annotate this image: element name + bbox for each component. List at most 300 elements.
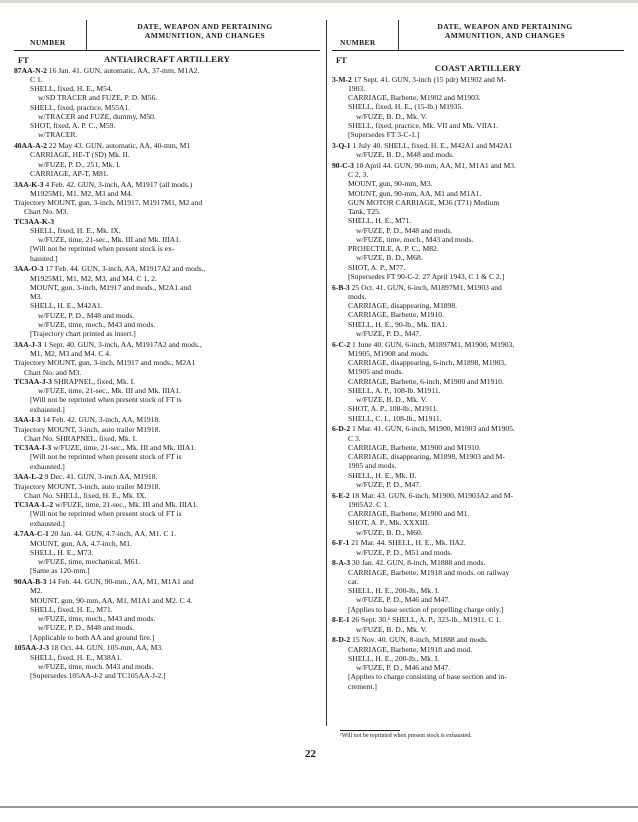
ft-entry (332, 615, 624, 634)
ft-number: 40AA-A-2 (14, 141, 47, 150)
entry-line (332, 141, 624, 150)
entry-line (332, 301, 624, 310)
entry-text: w/FUZE, B. D., M68. (356, 253, 423, 263)
ft-entry (14, 472, 320, 528)
ft-entry (332, 635, 624, 691)
entry-text: M1925M1, M1, M2, M3, and M4. C 1, 2. (30, 273, 157, 283)
entry-line (14, 226, 320, 235)
entry-line (332, 548, 624, 557)
entry-text: w/FUZE, time, mech., M43 and mods. (38, 319, 156, 329)
entry-line (14, 377, 320, 386)
entry-line (14, 169, 320, 178)
entry-text: [Will not be reprinted when present stock of FT is (30, 395, 182, 405)
entry-line (332, 386, 624, 395)
ft-number: 3-Q-1 (332, 140, 351, 150)
entry-line (332, 216, 624, 225)
entry-text: SHELL, fixed, H. E., Mk. IX. (30, 225, 121, 235)
entry-line (14, 614, 320, 623)
entry-text: SHELL, fixed, H. E., M71. (30, 604, 113, 614)
entry-text: w/FUZE, P. D., M47. (356, 328, 421, 338)
ft-label-left: FT (18, 56, 29, 65)
entry-line (14, 244, 320, 253)
ft-number: 6-C-2 (332, 339, 351, 349)
entry-line (332, 615, 624, 624)
entry-line (14, 491, 320, 500)
ft-number: 87AA-N-2 (14, 65, 47, 75)
entry-line (14, 557, 320, 566)
entry-line (14, 395, 320, 404)
header-rule-left (14, 50, 320, 51)
ft-entry (332, 141, 624, 160)
entry-line (14, 311, 320, 320)
entry-line (14, 141, 320, 150)
entry-line (14, 434, 320, 443)
entry-line (332, 198, 624, 207)
scan-edge-top (0, 0, 638, 3)
ft-entry (332, 340, 624, 423)
entry-line (14, 623, 320, 632)
ft-number: 90-C-3 (332, 160, 354, 170)
entry-text: SHELL, fixed, practice, Mk. VII and Mk. VIIA1. (348, 120, 499, 130)
entry-text: SHELL, fixed, H. E., M38A1. (30, 652, 122, 662)
entry-text: SHOT, fixed, A. P. C., M59. (30, 121, 116, 130)
ft-entry (14, 340, 320, 414)
ft-entry (14, 264, 320, 338)
entry-text: Chart No. SHELL, fixed, H. E., Mk. IX. (24, 490, 147, 500)
entry-text: 18 Oct. 44. GUN, 105-mm, AA, M3. (49, 643, 164, 653)
entry-text: SHELL, H. E., 90-lb., Mk. IIA1. (348, 319, 448, 329)
entry-line (14, 75, 320, 84)
entry-line (332, 586, 624, 595)
entry-text: SHOT, A. P., M77. (348, 262, 406, 272)
entry-line (332, 310, 624, 319)
entry-text: SHOT, A. P., 108-lb., M1911. (348, 404, 439, 414)
entry-text: [Supersedes 105AA-J-2 and TC105AA-J-2.] (30, 671, 166, 680)
ft-number: 105AA-J-3 (14, 643, 50, 653)
entry-line (14, 500, 320, 509)
entry-text: w/FUZE, time, mechanical, M61. (38, 557, 141, 566)
entry-text: 1903. (348, 83, 366, 93)
ft-entry (14, 529, 320, 575)
entry-line (14, 443, 320, 452)
entry-line (332, 189, 624, 198)
section-title-antiaircraft: ANTIAIRCRAFT ARTILLERY (103, 54, 231, 65)
entry-line (332, 568, 624, 577)
header-number-right: NUMBER (340, 38, 376, 47)
scan-edge-bottom (0, 806, 638, 808)
column-divider (326, 20, 327, 726)
entry-line (14, 66, 320, 75)
entry-text: MOUNT, gun, 90-mm, M3. (348, 179, 433, 189)
entry-line (14, 358, 320, 367)
entry-text: 25 Oct. 41. GUN, 6-inch, M1897M1, M1903 and (349, 282, 502, 292)
ft-entry (332, 424, 624, 489)
entry-text: exhausted.] (30, 461, 65, 471)
header-number-left: NUMBER (30, 38, 66, 47)
entry-text: 1 July 40. SHELL, fixed, H. E., M42A1 and M42A1 (350, 140, 513, 150)
entry-text: C 3. (348, 433, 361, 443)
entry-text: CARRIAGE, Barbette, M1910. (348, 310, 444, 320)
entry-line (332, 509, 624, 518)
entry-text: M1905, M1908 and mods. (348, 348, 429, 358)
entry-line (332, 434, 624, 443)
entry-line (14, 283, 320, 292)
entry-line (332, 349, 624, 358)
entry-text: CARRIAGE, Barbette, M1918 and mod. (348, 644, 473, 654)
entry-text: SHELL, fixed, H. E., M54. (30, 84, 113, 93)
entry-text: M1, M2, M3 and M4. C 4. (30, 349, 112, 358)
entry-line (14, 130, 320, 139)
entry-line (332, 471, 624, 480)
entry-line (332, 235, 624, 244)
entry-text: w/FUZE, P. D., 251, Mk. I. (38, 159, 121, 169)
ft-number: 6-B-3 (332, 282, 350, 292)
entry-line (332, 292, 624, 301)
entry-text: 14 Feb. 42. GUN, 3-inch, AA, M1918. (40, 415, 161, 425)
entry-line (332, 161, 624, 170)
entry-text: MOUNT, gun, 90-mm, AA, M1 and M1A1. (348, 188, 482, 198)
entry-line (332, 480, 624, 489)
entry-line (332, 625, 624, 634)
entry-line (14, 415, 320, 424)
entry-text: CARRIAGE, AP-T, M81. (30, 168, 109, 178)
ft-number: TC3AA-L-2 (14, 500, 54, 509)
entry-text: CARRIAGE, Barbette, M1900 and M1. (348, 509, 470, 518)
ft-number: TC3AA-J-3 (14, 376, 52, 386)
entry-text: w/FUZE, time, mech. M43 and mods. (38, 661, 154, 671)
header-date-left-line2: AMMUNITION, AND CHANGES (144, 31, 266, 40)
entry-text: C 1. (30, 74, 43, 84)
entry-line (332, 93, 624, 102)
entry-line (332, 263, 624, 272)
ft-label-right: FT (336, 56, 347, 65)
entry-line (14, 329, 320, 338)
entry-line (332, 102, 624, 111)
entry-text: CARRIAGE, Barbette, 6-inch, M1900 and M1910. (348, 376, 504, 386)
entry-text: w/FUZE, time, 21-sec., Mk. III and Mk. IIIA1. (51, 443, 197, 452)
entry-line (332, 226, 624, 235)
entry-line (332, 595, 624, 604)
entry-text: 30 Jan. 42. GUN, 8-inch, M1888 and mods. (350, 558, 486, 568)
entry-line (14, 292, 320, 301)
entry-text: w/FUZE, P. D., M46 and M47. (356, 595, 451, 605)
entry-line (14, 301, 320, 310)
entry-line (14, 254, 320, 263)
entry-text: Trajectory MOUNT, gun, 3-inch, M1917 and mods., M2A1 (14, 358, 196, 368)
entry-line (332, 272, 624, 281)
entry-line (332, 84, 624, 93)
entry-text: 16 Jan. 41. GUN, automatic, AA, 37-mm, M1A2. (46, 65, 200, 75)
ft-entry (332, 491, 624, 537)
ft-entry (332, 283, 624, 339)
entry-text: crement.] (348, 681, 377, 691)
entry-text: w/FUZE, time, 21-sec., Mk. III and Mk. IIIA1. (38, 235, 181, 244)
header-date-right-line1: DATE, WEAPON AND PERTAINING (437, 22, 573, 31)
header-date-left-line1: DATE, WEAPON AND PERTAINING (137, 22, 273, 31)
entry-line (14, 596, 320, 605)
entry-text: M3. (30, 292, 43, 301)
ft-entry (14, 141, 320, 178)
entry-text: [Will not be reprinted when present stock is ex- (30, 244, 175, 254)
entry-line (14, 320, 320, 329)
entry-text: [Supersedes FT 90-C-2. 27 April 1943, C 1 & C 2.] (348, 271, 505, 281)
entry-line (14, 452, 320, 461)
entry-text: SHELL, H. E., 200-lb., Mk. I. (348, 586, 440, 595)
entry-text: GUN MOTOR CARRIAGE, M36 (T71) Medium (348, 197, 500, 207)
entry-line (332, 112, 624, 121)
entry-text: SHELL, A. P., 108-lb. M1911. (348, 385, 441, 395)
entry-line (332, 244, 624, 253)
entry-text: w/FUZE, B. D., Mk. V. (356, 111, 428, 121)
entry-text: 9 Dec. 41. GUN, 3-inch AA, M1918. (42, 472, 158, 482)
entry-text: w/FUZE, P. D., M46 and M47. (356, 663, 451, 672)
entry-text: CARRIAGE, Barbette, M1918 and mods. on railway (348, 567, 510, 577)
entry-text: MOUNT, gun, AA, 4.7-inch, M1. (30, 538, 132, 548)
entry-text: CARRIAGE, Barbette, M1902 and M1903. (348, 93, 481, 102)
entry-line (332, 377, 624, 386)
entry-text: SHRAPNEL, fixed, Mk. I. (51, 376, 136, 386)
entry-text: SHELL, H. E., M71. (348, 216, 412, 226)
ft-number: 3-M-2 (332, 74, 352, 84)
ft-entry (14, 180, 320, 263)
ft-entry (332, 161, 624, 281)
entry-line (14, 405, 320, 414)
entry-text: CARRIAGE, HE-T (SD) Mk. II. (30, 150, 130, 160)
entry-text: CARRIAGE, Barbette, M1900 and M1910. (348, 442, 481, 452)
entry-text: w/SD TRACER and FUZE, P. D. M56. (38, 93, 158, 103)
header-date-left (100, 22, 310, 40)
entry-text: C 2, 3. (348, 170, 369, 179)
entry-line (14, 180, 320, 189)
entry-text: [Will not be reprinted when present stock of FT is (30, 509, 182, 519)
page-number: 22 (305, 748, 316, 760)
entry-text: Tank, T25. (348, 207, 381, 216)
entry-line (14, 472, 320, 481)
entry-text: w/FUZE, B. D., Mk. V. (356, 395, 428, 404)
entry-text: exhausted.] (30, 404, 65, 414)
entry-line (14, 605, 320, 614)
entry-text: w/FUZE, time, 21-sec., Mk. III and Mk. IIIA1. (38, 386, 181, 395)
entry-list-left (14, 66, 320, 681)
entry-line (332, 121, 624, 130)
entry-text: 22 May 43. GUN, automatic, AA, 40-mm, M1 (46, 141, 191, 150)
entry-text: Chart No. and M3. (24, 367, 82, 377)
entry-text: CARRIAGE, disappearing, 6-inch, M1898, M1903, (348, 358, 506, 367)
entry-line (332, 491, 624, 500)
entry-line (332, 538, 624, 547)
ft-number: 90AA-B-3 (14, 577, 47, 586)
entry-line (332, 518, 624, 527)
entry-line (332, 663, 624, 672)
entry-line (14, 519, 320, 528)
entry-line (14, 633, 320, 642)
ft-number: 8-E-1 (332, 615, 350, 625)
entry-line (332, 424, 624, 433)
entry-text: w/FUZE, B. D., M60. (356, 527, 423, 537)
entry-line (14, 160, 320, 169)
entry-line (14, 274, 320, 283)
entry-text: Chart No. M3. (24, 207, 69, 217)
entry-list-right (332, 75, 624, 691)
entry-line (14, 462, 320, 471)
entry-line (14, 349, 320, 358)
ft-number: 6-E-2 (332, 490, 350, 500)
entry-text: w/FUZE, B. D., M48 and mods. (356, 150, 454, 159)
ft-number: TC3AA-I-3 (14, 443, 52, 452)
entry-line (332, 207, 624, 216)
entry-text: exhausted.] (30, 518, 65, 528)
entry-text: M1925M1, M1, M2, M3 and M4. (30, 188, 133, 198)
entry-text: [Same as 120-mm.] (30, 566, 90, 576)
entry-line (14, 653, 320, 662)
entry-text: Trajectory MOUNT, 3-inch, auto trailer M1918. (14, 424, 161, 434)
entry-line (14, 217, 320, 226)
entry-line (332, 283, 624, 292)
entry-line (332, 395, 624, 404)
entry-line (332, 500, 624, 509)
entry-line (332, 528, 624, 537)
entry-text: SHELL, fixed, practice, M55A1. (30, 102, 131, 112)
entry-text: w/FUZE, B. D., Mk. V. (356, 624, 428, 634)
entry-line (14, 548, 320, 557)
entry-text: car. (348, 576, 359, 586)
entry-line (14, 112, 320, 121)
entry-text: w/FUZE, time, mech., M43 and mods. (38, 614, 156, 623)
entry-text: M1905 and mods. (348, 367, 404, 377)
ft-number: 6-D-2 (332, 424, 351, 434)
ft-number: 3AA-K-3 (14, 179, 44, 189)
entry-text: w/FUZE, P. D., M48 and mods. (38, 623, 135, 633)
entry-line (14, 121, 320, 130)
entry-text: w/FUZE, time, 21-sec., Mk. III and Mk. IIIA1. (53, 500, 199, 509)
entry-text: CARRIAGE, disappearing, M1898. (348, 301, 458, 310)
section-title-coast: COAST ARTILLERY (434, 63, 522, 74)
entry-text: 20 Jan. 44. GUN, 4.7-inch, AA, M1. C 1. (48, 529, 177, 539)
entry-text: 21 Mar. 44. SHELL, H. E., Mk. IIA2. (349, 538, 466, 548)
entry-text: [Will not be reprinted when present stock of FT is (30, 452, 182, 462)
entry-line (14, 577, 320, 586)
entry-text: 26 Sept. 30.¹ SHELL, A. P., 323-lb., M1911. C 1. (349, 615, 502, 625)
entry-line (14, 189, 320, 198)
entry-text: w/TRACER and FUZE, dummy, M50. (38, 111, 156, 121)
entry-line (14, 586, 320, 595)
entry-text: Trajectory MOUNT, gun, 3-inch, M1917, M1917M1, M2 and (14, 198, 203, 207)
entry-line (332, 577, 624, 586)
entry-text: 1905A2. C 1. (348, 499, 389, 509)
entry-text: [Supersedes FT 3-C-1.] (348, 130, 420, 139)
ft-number: 3AA-L-2 (14, 472, 43, 482)
entry-line (332, 461, 624, 470)
entry-text: SHELL, H. E., Mk. II. (348, 470, 417, 480)
entry-text: 10 April 44. GUN, 90-mm, AA, M1, M1A1 and M3. (353, 160, 516, 170)
entry-text: [Applicable to both AA and ground fire.] (30, 632, 155, 642)
entry-text: 1905 and mods. (348, 461, 397, 471)
entry-text: [Applies to charge consisting of base section and in- (348, 672, 507, 682)
entry-line (332, 170, 624, 179)
entry-line (14, 235, 320, 244)
entry-line (332, 340, 624, 349)
ft-entry (332, 75, 624, 140)
entry-text: SHELL, fixed, H. E., (15-lb.) M1935. (348, 102, 464, 112)
entry-line (332, 654, 624, 663)
entry-line (332, 358, 624, 367)
entry-line (332, 75, 624, 84)
entry-line (332, 672, 624, 681)
entry-line (332, 558, 624, 567)
entry-text: hausted.] (30, 253, 58, 263)
entry-text: Trajectory MOUNT, 3-inch, auto trailer M1918. (14, 481, 161, 491)
entry-line (14, 264, 320, 273)
entry-line (14, 671, 320, 680)
entry-line (14, 482, 320, 491)
entry-line (14, 150, 320, 159)
entry-line (14, 198, 320, 207)
entry-line (14, 509, 320, 518)
entry-line (332, 605, 624, 614)
entry-line (332, 414, 624, 423)
ft-number: TC3AA-K-3 (14, 216, 55, 226)
entry-text: 1 June 40. GUN, 6-inch, M1897M1, M1900, M1903, (350, 339, 515, 349)
entry-text: 1 Mar. 41. GUN, 6-inch, M1900, M1903 and M1905. (350, 424, 515, 434)
entry-line (332, 253, 624, 262)
header-rule-right (332, 50, 624, 51)
entry-line (332, 404, 624, 413)
entry-line (14, 368, 320, 377)
entry-line (332, 452, 624, 461)
ft-entry (14, 66, 320, 140)
entry-line (14, 93, 320, 102)
ft-entry (332, 538, 624, 557)
ft-number: 8-D-2 (332, 635, 351, 645)
entry-line (14, 425, 320, 434)
ft-number: 3AA-I-3 (14, 415, 41, 425)
entry-line (14, 84, 320, 93)
entry-line (14, 529, 320, 538)
entry-text: mods. (348, 291, 367, 301)
header-divider-right (398, 20, 399, 50)
entry-text: MOUNT, gun, 90-mm, AA, M1, M1A1 and M2. C 4. (30, 595, 193, 605)
entry-line (14, 643, 320, 652)
entry-line (332, 635, 624, 644)
entry-text: 14 Feb. 44. GUN, 90-mm., AA, M1, M1A1 and (46, 577, 194, 586)
entry-text: SHELL, H. E., M42A1. (30, 301, 103, 311)
right-column (332, 56, 624, 692)
ft-entry (332, 558, 624, 614)
ft-number: 8-A-3 (332, 558, 351, 568)
entry-line (14, 103, 320, 112)
entry-text: 18 Mar. 43. GUN, 6-inch, M1900, M1903A2 and M- (349, 490, 513, 500)
entry-line (14, 386, 320, 395)
entry-text: w/TRACER. (38, 130, 78, 140)
ft-number: 3AA-O-3 (14, 264, 44, 274)
ft-entry (14, 643, 320, 680)
entry-text: w/FUZE, P. D., M47. (356, 479, 421, 489)
entry-text: MOUNT, gun, 3-inch, M1917 and mods., M2A1 and (30, 282, 192, 292)
header-divider-left (86, 20, 87, 50)
entry-text: Chart No. SHRAPNEL, fixed, Mk. I. (24, 433, 138, 443)
entry-text: SHOT, A. P., Mk. XXXIII. (348, 518, 430, 528)
entry-line (332, 329, 624, 338)
entry-text: 17 Sept. 41. GUN, 3-inch (15 pdr) M1902 and M- (351, 74, 507, 84)
entry-line (14, 340, 320, 349)
entry-line (332, 320, 624, 329)
ft-number: 4.7AA-C-1 (14, 529, 49, 539)
entry-text: 1 Sept. 40. GUN, 3-inch, AA, M1917A2 and mods., (41, 339, 202, 349)
entry-text: PROJECTILE, A. P. C., M82. (348, 244, 439, 253)
entry-line (332, 443, 624, 452)
entry-text: [Trajectory chart printed as insert.] (30, 329, 136, 338)
entry-line (332, 367, 624, 376)
